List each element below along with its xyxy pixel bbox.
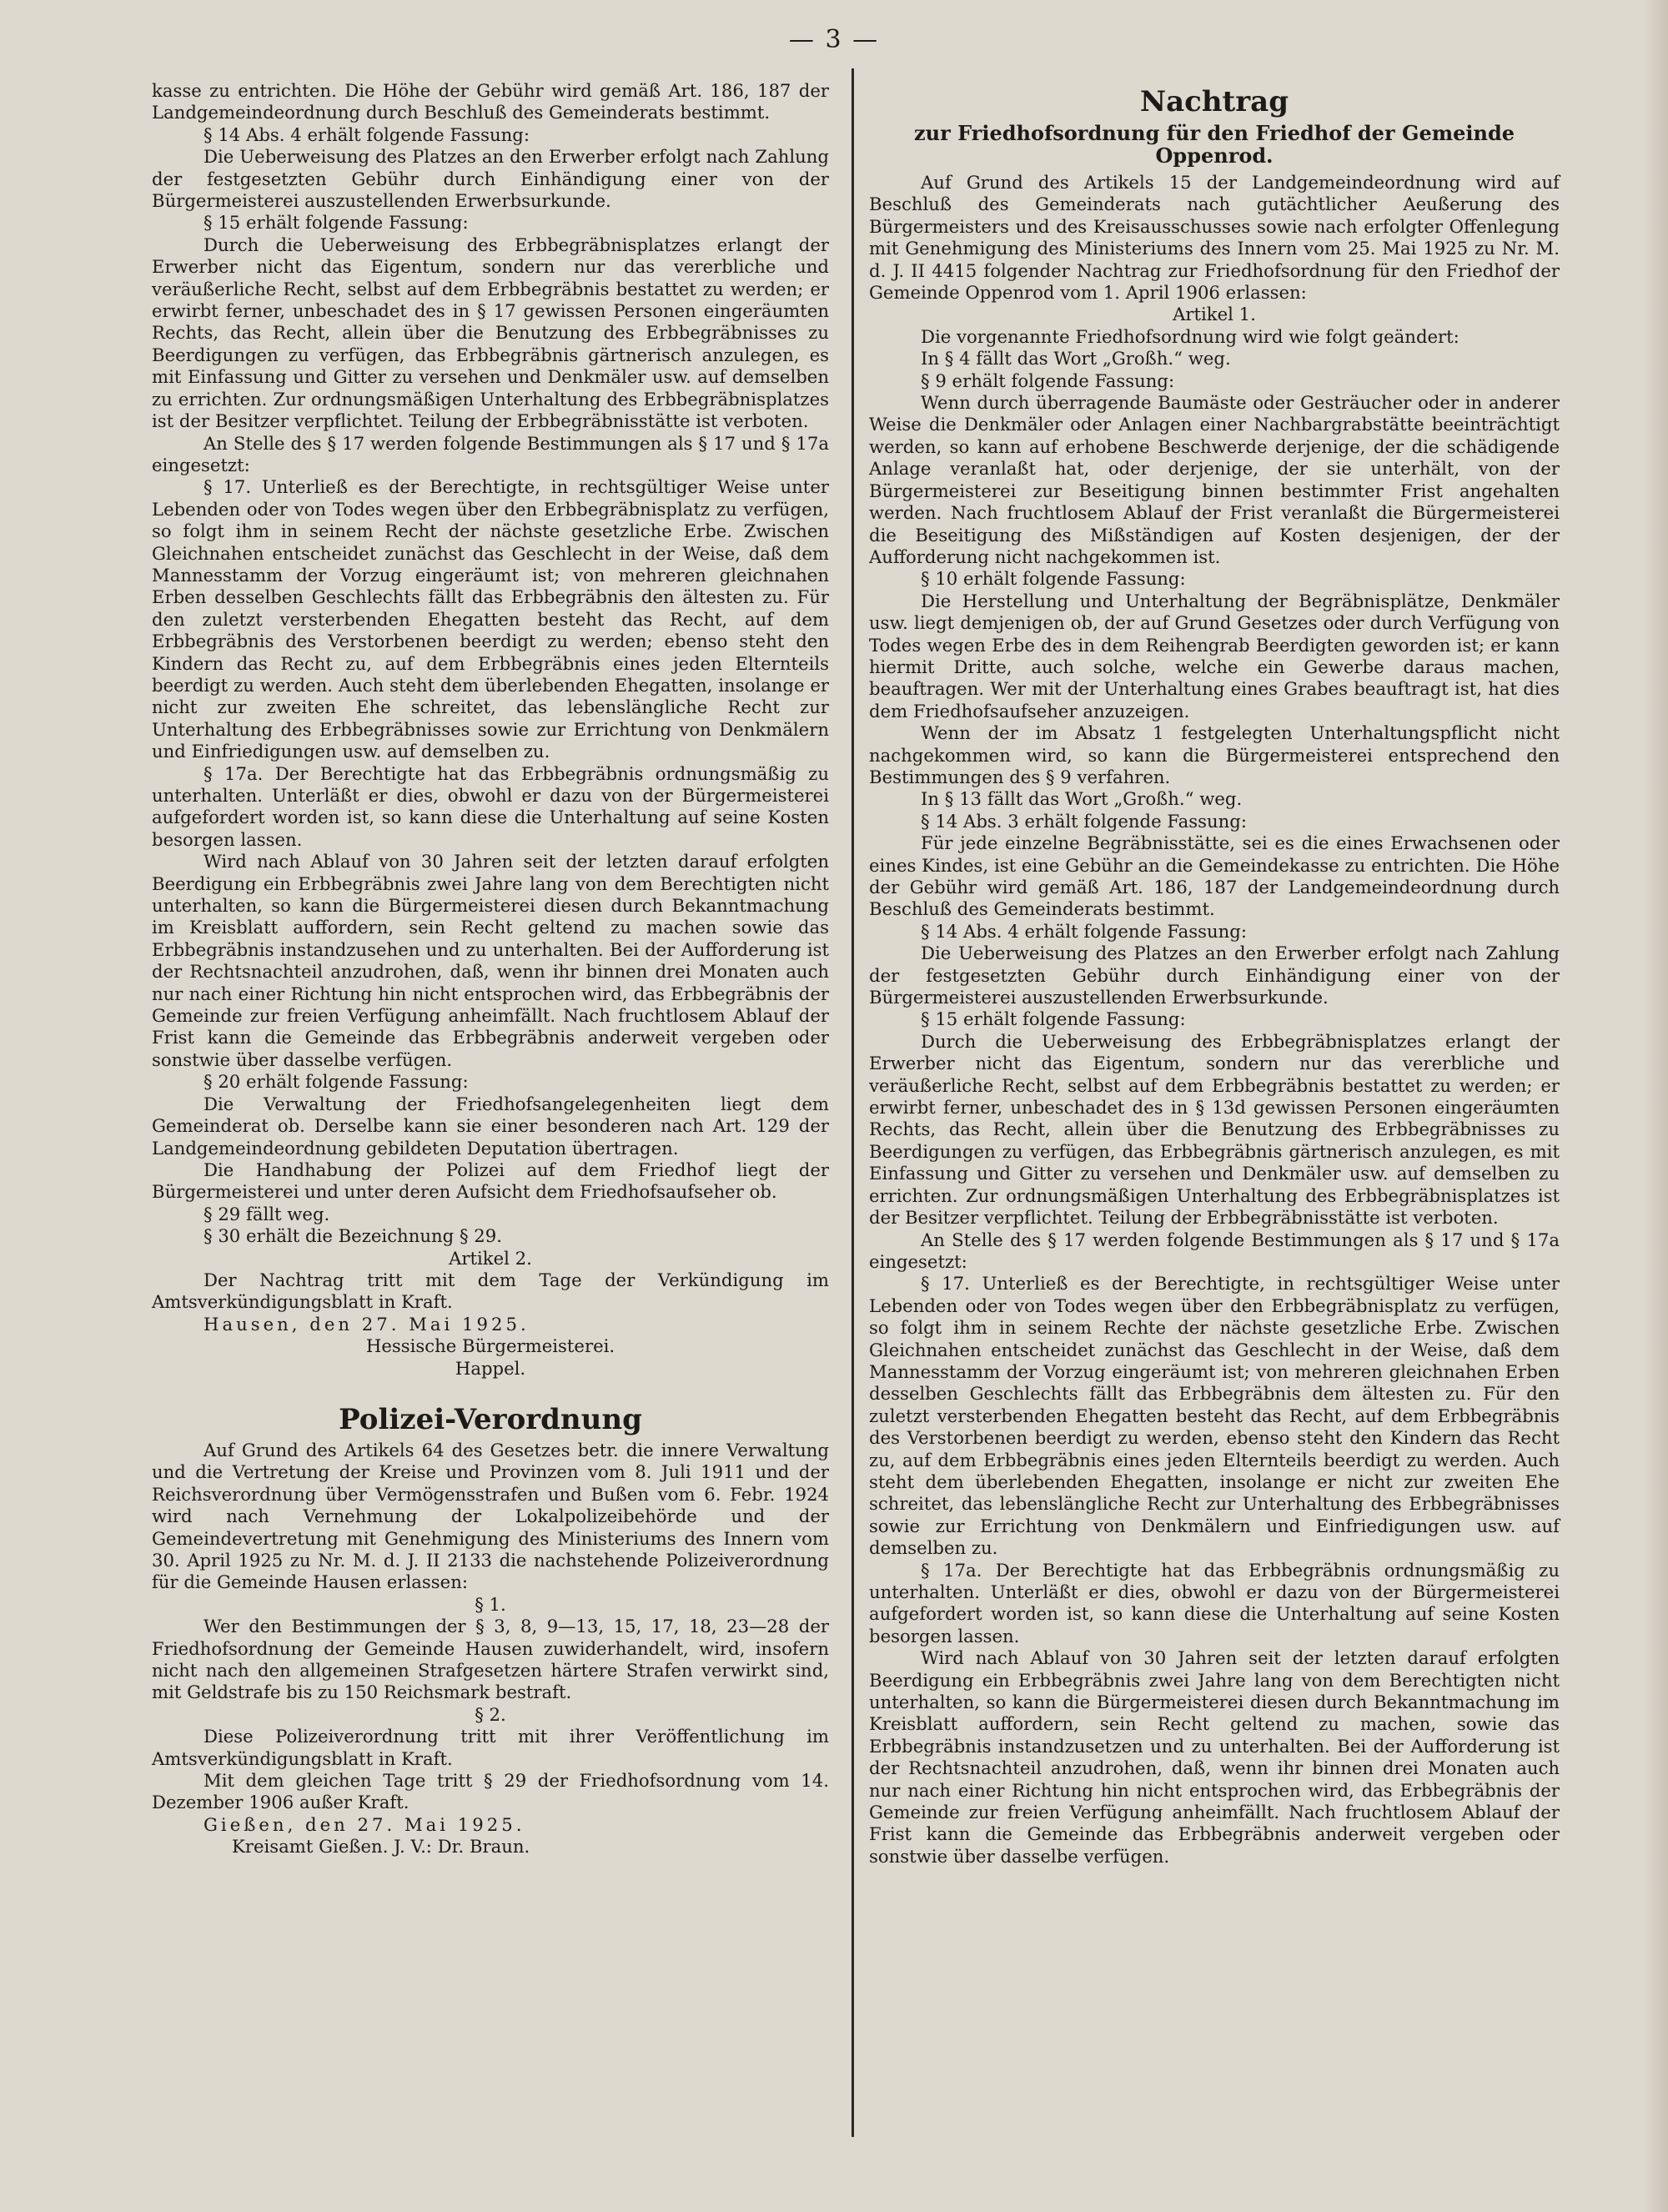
paragraph: In § 13 fällt das Wort „Großh.“ weg. — [921, 788, 1243, 810]
paragraph: § 30 erhält die Bezeichnung § 29. — [203, 1225, 502, 1247]
paragraph: Wenn der im Absatz 1 festgelegten Unterhaltungspflicht nicht nachgekommen wird, so kann die Bürgermeisterei entsprechend den Bestimmungen des § 9 verfahren. — [869, 722, 1560, 787]
paragraph: § 9 erhält folgende Fassung: — [921, 370, 1175, 391]
paragraph: kasse zu entrichten. Die Höhe der Gebühr wird gemäß Art. 186, 187 der Landgemeindeordnung durch Beschluß des Gemeinderats bestimmt. — [152, 80, 829, 123]
paragraph: § 17a. Der Berechtigte hat das Erbbegräbnis ordnungsmäßig zu unterhalten. Unterläßt er dies, obwohl er dazu von der Bürgermeisterei aufgefordert worden ist, so kann diese die Unterhaltung auf seine Kosten besorgen lassen. — [869, 1559, 1560, 1646]
paragraph: Durch die Ueberweisung des Erbbegräbnisplatzes erlangt der Erwerber nicht das Eigentum, sondern nur das vererbliche und veräußerliche Recht, selbst auf dem Erbbegräbnis bestattet zu werden; er erwirbt ferner, unbeschadet des in § 17 gewissen Personen eingeräumten Rechts, das Recht, allein über die Benutzung des Erbbegräbnisses zu Beerdigungen zu verfügen, das Erbbegräbnis gärtnerisch anzulegen, es mit Einfassung und Gitter zu versehen und Denkmäler usw. auf demselben zu errichten. Zur ordnungsmäßigen Unterhaltung des Erbbegräbnisplatzes ist der Besitzer verpflichtet. Teilung der Erbbegräbnisstätte ist verboten. — [152, 234, 829, 432]
paragraph: § 10 erhält folgende Fassung: — [921, 568, 1186, 590]
section-gap — [152, 1380, 829, 1398]
paragraph: § 17. Unterließ es der Berechtigte, in rechtsgültiger Weise unter Lebenden oder von Todes wegen über den Erbbegräbnisplatz zu verfügen, so folgt ihm in seinem Recht der nächste gesetzliche Erbe. Zwischen Gleichnahen entscheidet zunächst das Geschlecht in der Weise, daß dem Mannesstamm der Vorzug eingeräumt ist; von mehreren gleichnahen Erben desselben Geschlechts fällt das Erbbegräbnis den ältesten zu. Für den zuletzt versterbenden Ehegatten besteht das Recht, auf dem Erbbegräbnis des Verstorbenen beerdigt zu werden; ebenso steht den Kindern das Recht zu, auf dem Erbbegräbnis eines jeden Elternteils beerdigt zu werden. Auch steht dem überlebenden Ehegatten, insolange er nicht zur zweiten Ehe schreitet, das lebenslängliche Recht zur Unterhaltung des Erbbegräbnisses sowie zur Errichtung von Denkmälern und Einfriedigungen usw. auf demselben zu. — [152, 476, 829, 762]
paragraph: An Stelle des § 17 werden folgende Bestimmungen als § 17 und § 17a eingesetzt: — [869, 1229, 1560, 1272]
paragraph: Wird nach Ablauf von 30 Jahren seit der letzten darauf erfolgten Beerdigung ein Erbbegräbnis zwei Jahre lang von dem Berechtigten nicht unterhalten, so kann die Bürgermeisterei diesen durch Bekanntmachung im Kreisblatt auffordern, sein Recht geltend zu machen sowie das Erbbegräbnis instandzusehen und zu unterhalten. Bei der Aufforderung ist der Rechtsnachteil anzudrohen, daß, wenn ihr binnen drei Monaten auch nur nach einer Richtung hin nicht entsprochen wird, das Erbbegräbnis der Gemeinde zur freien Verfügung anheimfällt. Nach fruchtlosem Ablauf der Frist kann die Gemeinde das Erbbegräbnis anderweit vergeben oder sonstwie über dasselbe verfügen. — [152, 851, 829, 1070]
paragraph: An Stelle des § 17 werden folgende Bestimmungen als § 17 und § 17a eingesetzt: — [152, 432, 829, 475]
paragraph: § 17a. Der Berechtigte hat das Erbbegräbnis ordnungsmäßig zu unterhalten. Unterläßt er dies, obwohl er dazu von der Bürgermeisterei aufgefordert worden ist, so kann diese die Unterhaltung auf seine Kosten besorgen lassen. — [152, 762, 829, 850]
paragraph: Auf Grund des Artikels 15 der Landgemeindeordnung wird auf Beschluß des Gemeinderats nach gutächtlicher Aeußerung des Bürgermeisters und des Kreisausschusses sowie nach erfolgter Offenlegung mit Genehmigung des Ministeriums des Innern vom 25. Mai 1925 zu Nr. M. d. J. II 4415 folgender Nachtrag zur Friedhofsordnung für den Friedhof der Gemeinde Oppenrod vom 1. April 1906 erlassen: — [869, 172, 1560, 304]
paragraph: Die vorgenannte Friedhofsordnung wird wie folgt geändert: — [921, 325, 1460, 347]
dateline: Gießen, den 27. Mai 1925. — [203, 1813, 525, 1835]
paragraph: § 14 Abs. 3 erhält folgende Fassung: — [921, 810, 1248, 832]
left-column — [152, 80, 829, 1858]
page-number: — 3 — — [788, 25, 880, 54]
paragraph: Die Ueberweisung des Platzes an den Erwerber erfolgt nach Zahlung der festgesetzten Gebühr durch Einhändigung einer von der Bürgermeisterei auszustellenden Erwerbsurkunde. — [869, 943, 1560, 1008]
paragraph: Wenn durch überragende Baumäste oder Gesträucher oder in anderer Weise die Denkmäler oder Anlagen einer Nachbargrabstätte beeinträchtigt werden, so kann auf erhobene Beschwerde derjenige, der die schädigende Anlage veranlaßt hat, oder derjenige, der sie unterhält, von der Bürgermeisterei zur Beseitigung binnen bestimmter Frist angehalten werden. Nach fruchtlosem Ablauf der Frist veranlaßt die Bürgermeisterei die Beseitigung des Mißständigen auf Kosten desjenigen, der der Aufforderung nicht nachgekommen ist. — [869, 392, 1560, 567]
dateline: Hausen, den 27. Mai 1925. — [203, 1313, 530, 1335]
column-divider — [852, 68, 854, 2137]
paragraph: In § 4 fällt das Wort „Großh.“ weg. — [921, 348, 1231, 370]
centered-heading: Artikel 1. — [1173, 304, 1256, 325]
paragraph: Die Verwaltung der Friedhofsangelegenheiten liegt dem Gemeinderat ob. Derselbe kann sie einer besonderen nach Art. 129 der Landgemeindeordnung gebildeten Deputation übertragen. — [152, 1093, 829, 1159]
section-subtitle: zur Friedhofsordnung für den Friedhof der Gemeinde Oppenrod. — [913, 121, 1515, 168]
centered-heading: § 1. — [475, 1593, 506, 1615]
paragraph: Diese Polizeiverordnung tritt mit ihrer Veröffentlichung im Amtsverkündigungsblatt in Kraft. — [152, 1726, 829, 1769]
paragraph: Auf Grund des Artikels 64 des Gesetzes betr. die innere Verwaltung und die Vertretung der Kreise und Provinzen vom 8. Juli 1911 und der Reichsverordnung über Vermögensstrafen und Bußen vom 6. Febr. 1924 wird nach Vernehmung der Lokalpolizeibehörde und der Gemeindevertretung mit Genehmigung des Ministeriums des Innern vom 30. April 1925 zu Nr. M. d. J. II 2133 die nachstehende Polizeiverordnung für die Gemeinde Hausen erlassen: — [152, 1439, 829, 1593]
paragraph: § 14 Abs. 4 erhält folgende Fassung: — [203, 123, 530, 145]
paragraph: § 15 erhält folgende Fassung: — [921, 1008, 1186, 1030]
paragraph: § 14 Abs. 4 erhält folgende Fassung: — [921, 920, 1248, 942]
paragraph: Die Handhabung der Polizei auf dem Friedhof liegt der Bürgermeisterei und unter deren Aufsicht dem Friedhofsaufseher ob. — [152, 1159, 829, 1203]
paragraph: Für jede einzelne Begräbnisstätte, sei es die eines Erwachsenen oder eines Kindes, ist eine Gebühr an die Gemeindekasse zu entrichten. Die Höhe der Gebühr wird gemäß Art. 186, 187 der Landgemeindeordnung durch Beschluß des Gemeinderats bestimmt. — [869, 832, 1560, 920]
centered-heading: Hessische Bürgermeisterei. — [365, 1335, 615, 1357]
centered-heading: Happel. — [455, 1357, 526, 1379]
paragraph: § 17. Unterließ es der Berechtigte, in rechtsgültiger Weise unter Lebenden oder von Todes wegen über den Erbbegräbnisplatz zu verfügen, so folgt ihm in seinem Rechte der nächste gesetzliche Erbe. Zwischen Gleichnahen entscheidet zunächst das Geschlecht in der Weise, daß dem Mannesstamm der Vorzug eingeräumt ist; von mehreren gleichnahen Erben desselben Geschlechts fällt das Erbbegräbnis dem ältesten zu. Für den zuletzt versterbenden Ehegatten besteht das Recht, auf dem Erbbegräbnis des Verstorbenen beerdigt zu werden, ebenso steht den Kindern das Recht zu, auf dem Erbbegräbnis eines jeden Elternteils beerdigt zu werden. Auch steht dem überlebenden Ehegatten, insolange er nicht zur zweiten Ehe schreitet, das lebenslängliche Recht zur Unterhaltung des Erbbegräbnisses sowie zur Errichtung von Denkmälern und Einfriedigungen usw. auf demselben zu. — [869, 1273, 1560, 1559]
centered-heading: Artikel 2. — [449, 1247, 532, 1269]
right-column — [869, 80, 1560, 1868]
centered-heading: § 2. — [475, 1703, 506, 1725]
paragraph: Durch die Ueberweisung des Erbbegräbnisplatzes erlangt der Erwerber nicht das Eigentum, sondern nur das vererbliche und veräußerliche Recht, selbst auf dem Erbbegräbnis bestattet zu werden; er erwirbt ferner, unbeschadet des in § 13d gewissen Personen eingeräumten Rechts, das Recht, allein über die Benutzung des Erbbegräbnisses zu Beerdigungen zu verfügen, das Erbbegräbnis gärtnerisch anzulegen, es mit Einfassung und Gitter zu versehen und Denkmäler usw. auf demselben zu errichten. Zur ordnungsmäßigen Unterhaltung des Erbbegräbnisplatzes ist der Besitzer verpflichtet. Teilung der Erbbegräbnisstätte ist verboten. — [869, 1030, 1560, 1229]
section-title: Polizei-Verordnung — [339, 1402, 642, 1436]
paragraph: Kreisamt Gießen. J. V.: Dr. Braun. — [232, 1836, 530, 1858]
paragraph: Wird nach Ablauf von 30 Jahren seit der letzten darauf erfolgten Beerdigung ein Erbbegräbnis zwei Jahre lang von dem Berechtigten nicht unterhalten, so kann die Bürgermeisterei diesen durch Bekanntmachung im Kreisblatt auffordern, sein Recht geltend zu machen, sowie das Erbbegräbnis instandzusetzen und zu unterhalten. Bei der Aufforderung ist der Rechtsnachteil anzudrohen, daß, wenn ihr binnen drei Monaten auch nur nach einer Richtung hin nicht entsprochen wird, das Erbbegräbnis der Gemeinde zur freien Verfügung anheimfällt. Nach fruchtlosem Ablauf der Frist kann die Gemeinde das Erbbegräbnis anderweit vergeben oder sonstwie über dasselbe verfügen. — [869, 1647, 1560, 1867]
paragraph: Die Herstellung und Unterhaltung der Begräbnisplätze, Denkmäler usw. liegt demjenigen ob, der auf Grund Gesetzes oder durch Verfügung von Todes wegen Erbe des in dem Reihengrab Beerdigten geworden ist; er kann hiermit Dritte, auch solche, welche ein Gewerbe daraus machen, beauftragen. Wer mit der Unterhaltung eines Grabes beauftragt ist, hat dies dem Friedhofsaufseher anzuzeigen. — [869, 590, 1560, 721]
paragraph: Der Nachtrag tritt mit dem Tage der Verkündigung im Amtsverkündigungsblatt in Kraft. — [152, 1269, 829, 1313]
paragraph: § 29 fällt weg. — [203, 1203, 330, 1224]
paragraph: § 15 erhält folgende Fassung: — [203, 212, 469, 234]
paragraph: Mit dem gleichen Tage tritt § 29 der Friedhofsordnung vom 14. Dezember 1906 außer Kraft. — [152, 1770, 829, 1813]
section-title: Nachtrag — [1140, 85, 1289, 118]
paragraph: § 20 erhält folgende Fassung: — [203, 1071, 469, 1093]
paragraph: Wer den Bestimmungen der § 3, 8, 9—13, 15, 17, 18, 23—28 der Friedhofsordnung der Gemeinde Hausen zuwiderhandelt, wird, insofern nicht nach den allgemeinen Strafgesetzen härtere Strafen verwirkt sind, mit Geldstrafe bis zu 150 Reichsmark bestraft. — [152, 1616, 829, 1703]
paragraph: Die Ueberweisung des Platzes an den Erwerber erfolgt nach Zahlung der festgesetzten Gebühr durch Einhändigung einer von der Bürgermeisterei auszustellenden Erwerbsurkunde. — [152, 146, 829, 212]
page-edge-shadow — [1643, 0, 1668, 2212]
